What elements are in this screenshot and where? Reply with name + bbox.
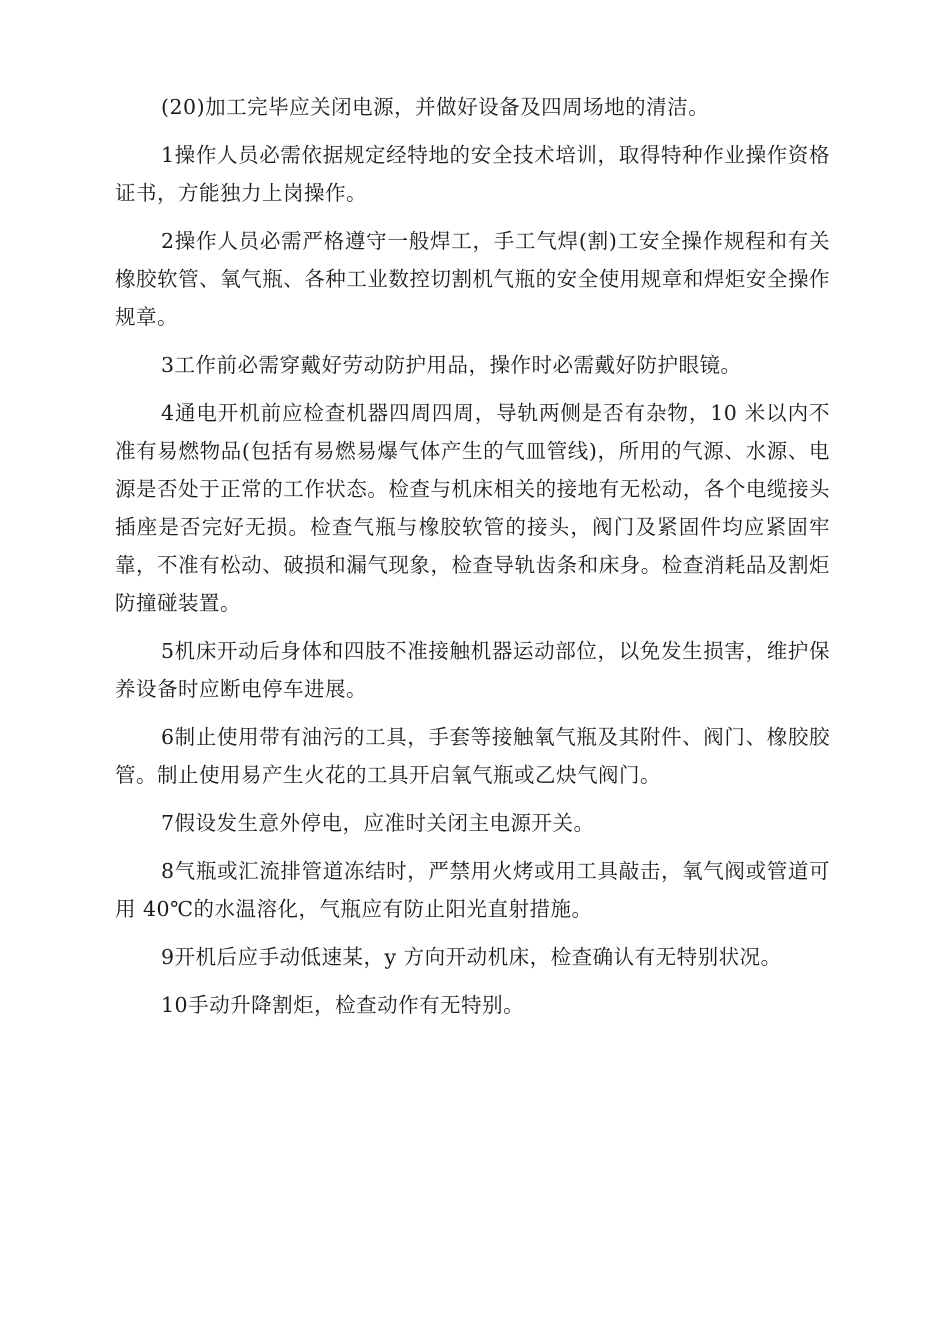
- paragraph-5-moving-parts: 5机床开动后身体和四肢不准接触机器运动部位，以免发生损害，维护保养设备时应断电停车进展。: [115, 639, 830, 701]
- document-body: [115, 88, 830, 1034]
- paragraph-4-pre-start-check: 4通电开机前应检查机器四周四周，导轨两侧是否有杂物，10 米以内不准有易燃物品(包括有易燃易爆气体产生的气皿管线)，所用的气源、水源、电源是否处于正常的工作状态。检查与机床相关的接地有无松动，各个电缆接头插座是否完好无损。检查气瓶与橡胶软管的接头，阀门及紧固件均应紧固牢靠，不准有松动、破损和漏气现象，检查导轨齿条和床身。检查消耗品及割炬防撞碰装置。: [115, 401, 830, 615]
- paragraph-1-training: 1操作人员必需依据规定经特地的安全技术培训，取得特种作业操作资格证书，方能独力上岗操作。: [115, 143, 830, 205]
- paragraph-7-power-failure: 7假设发生意外停电，应准时关闭主电源开关。: [161, 811, 595, 835]
- paragraph-9-manual-jog: 9开机后应手动低速某，y 方向开动机床，检查确认有无特别状况。: [161, 945, 782, 969]
- paragraph-6-oily-tools: 6制止使用带有油污的工具，手套等接触氧气瓶及其附件、阀门、橡胶胶管。制止使用易产生火花的工具开启氧气瓶或乙炔气阀门。: [115, 725, 830, 787]
- paragraph-2-regulations: 2操作人员必需严格遵守一般焊工，手工气焊(割)工安全操作规程和有关橡胶软管、氧气瓶、各种工业数控切割机气瓶的安全使用规章和焊炬安全操作规章。: [115, 229, 830, 329]
- paragraph-20-cleanup: (20)加工完毕应关闭电源，并做好设备及四周场地的清洁。: [161, 95, 710, 119]
- paragraph-10-torch-lift: 10手动升降割炬，检查动作有无特别。: [161, 993, 525, 1017]
- paragraph-3-protective-gear: 3工作前必需穿戴好劳动防护用品，操作时必需戴好防护眼镜。: [161, 353, 742, 377]
- paragraph-8-frozen-cylinder: 8气瓶或汇流排管道冻结时，严禁用火烤或用工具敲击，氧气阀或管道可用 40℃的水温溶化，气瓶应有防止阳光直射措施。: [115, 859, 830, 921]
